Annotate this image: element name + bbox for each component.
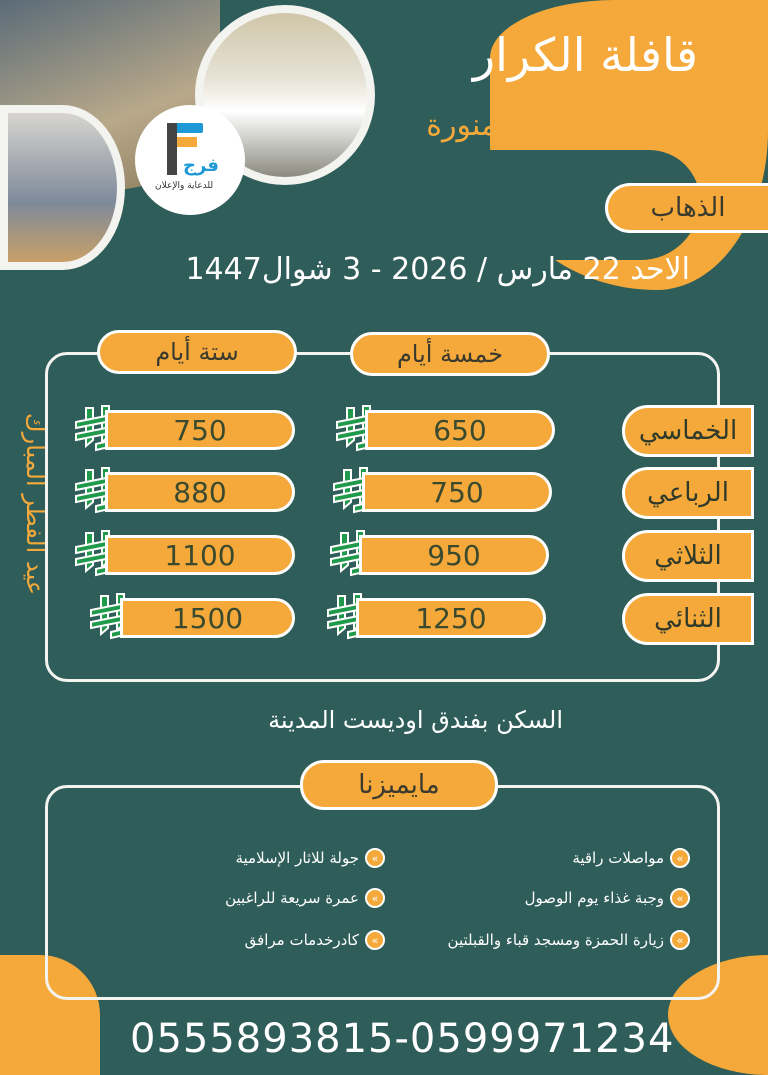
room-type-label: الرباعي: [647, 478, 729, 508]
price-six-days: [105, 535, 295, 575]
departure-label: الذهاب: [650, 193, 726, 223]
feature-item: [245, 930, 385, 950]
logo: [135, 105, 245, 215]
price-value: 1100: [164, 538, 236, 572]
feature-label: وجبة غذاء يوم الوصول: [524, 889, 664, 907]
room-type-label: الثلاثي: [654, 541, 722, 571]
phone-numbers: 0555893815-0599971234: [130, 1016, 675, 1062]
features-title-label: مايميزنا: [358, 770, 440, 800]
feature-item: [235, 848, 385, 868]
chevron-double-icon: »: [365, 930, 385, 950]
price-six-days: [105, 410, 295, 450]
hotel-info: السكن بفندق اوديست المدينة: [268, 706, 563, 734]
price-value: 750: [430, 475, 484, 509]
chevron-double-icon: »: [670, 848, 690, 868]
price-five-days: [359, 535, 549, 575]
logo-f-stem: [167, 123, 177, 175]
chevron-double-icon: »: [670, 930, 690, 950]
chevron-double-icon: »: [365, 848, 385, 868]
price-value: 880: [173, 475, 227, 509]
feature-item: [448, 930, 690, 950]
chevron-double-icon: »: [670, 888, 690, 908]
eid-label: عيد الفطر المبارك: [21, 412, 49, 596]
feature-item: [525, 888, 690, 908]
logo-brand: فرج: [183, 155, 219, 176]
room-type: [622, 593, 754, 645]
price-value: 1500: [171, 601, 244, 635]
room-type: [622, 467, 754, 519]
departure-date: الاحد 22 مارس / 2026 - 3 شوال1447: [185, 252, 690, 287]
feature-label: زيارة الحمزة ومسجد قباء والقبلتين: [447, 931, 664, 949]
price-six-days: [120, 598, 295, 638]
column-header-five-days: [350, 332, 550, 376]
price-six-days: [105, 472, 295, 512]
feature-label: كادرخدمات مرافق: [244, 931, 359, 949]
chevron-double-icon: »: [365, 888, 385, 908]
price-value: 950: [427, 538, 481, 572]
feature-label: عمرة سريعة للراغبين: [225, 889, 359, 907]
features-title: [300, 760, 498, 810]
price-five-days: [365, 410, 555, 450]
feature-label: جولة للاثار الإسلامية: [235, 849, 359, 867]
price-value: 1250: [415, 601, 487, 635]
price-five-days: [362, 472, 552, 512]
room-type-label: الخماسي: [638, 416, 738, 446]
prayer-crowd-photo: [0, 105, 125, 270]
price-five-days: [356, 598, 546, 638]
title: قافلة الكرار: [472, 28, 698, 82]
departure-badge: [605, 183, 768, 233]
room-type: [622, 405, 754, 457]
feature-item: [225, 888, 385, 908]
room-type: [622, 530, 754, 582]
price-value: 750: [173, 413, 227, 447]
feature-label: مواصلات راقية: [572, 849, 664, 867]
subtitle: رحلة المدينة المنورة: [426, 108, 678, 143]
feature-item: [572, 848, 690, 868]
room-type-label: الثنائي: [654, 604, 722, 634]
logo-tagline: للدعاية والإعلان: [155, 181, 214, 191]
column-header-six-days: [97, 330, 297, 374]
column-label: ستة أيام: [155, 338, 239, 366]
price-value: 650: [433, 413, 487, 447]
column-label: خمسة أيام: [396, 340, 504, 368]
